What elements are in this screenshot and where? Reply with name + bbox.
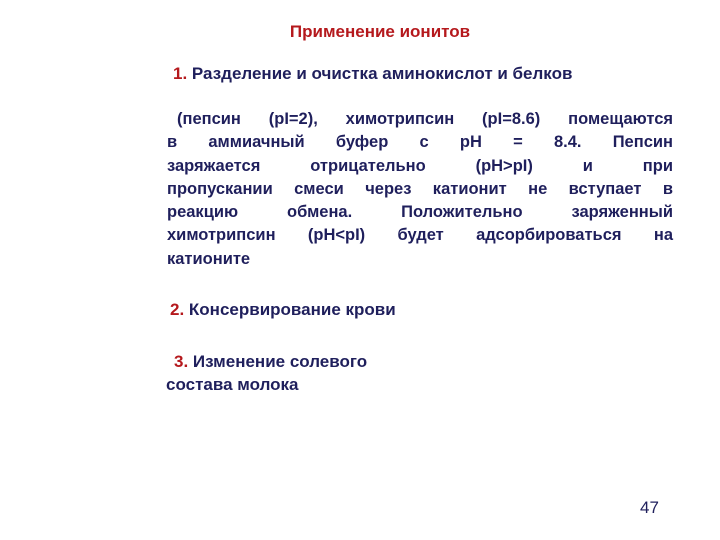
item-3-number: 3. — [174, 352, 189, 371]
paragraph-line: катионите — [167, 249, 251, 268]
item-3-heading — [174, 352, 367, 372]
item-2-heading — [170, 300, 396, 320]
description-paragraph — [167, 108, 673, 271]
item-1-text: Разделение и очистка аминокислот и белков — [191, 64, 573, 83]
paragraph-line: химотрипсин (pH<pI) будет адсорбироваться на — [167, 226, 673, 245]
page-number: 47 — [640, 498, 659, 517]
paragraph-line: в аммиачный буфер с pH = 8.4. Пепсин — [167, 133, 673, 152]
paragraph-line: заряжается отрицательно (pH>pI) и при — [167, 156, 673, 175]
slide-title: Применение ионитов — [289, 22, 471, 41]
item-2-number: 2. — [170, 300, 185, 319]
item-1-heading — [173, 64, 572, 84]
paragraph-line: пропускании смеси через катионит не вступает в — [167, 179, 673, 198]
item-2-text: Консервирование крови — [188, 300, 396, 319]
paragraph-line: (пепсин (pI=2), химотрипсин (pI=8.6) помещаются — [177, 110, 673, 128]
item-1-number: 1. — [173, 64, 188, 83]
paragraph-line: реакцию обмена. Положительно заряженный — [167, 203, 673, 222]
item-3-text-line1: Изменение солевого — [192, 352, 368, 371]
item-3-text-line2: состава молока — [166, 375, 299, 394]
